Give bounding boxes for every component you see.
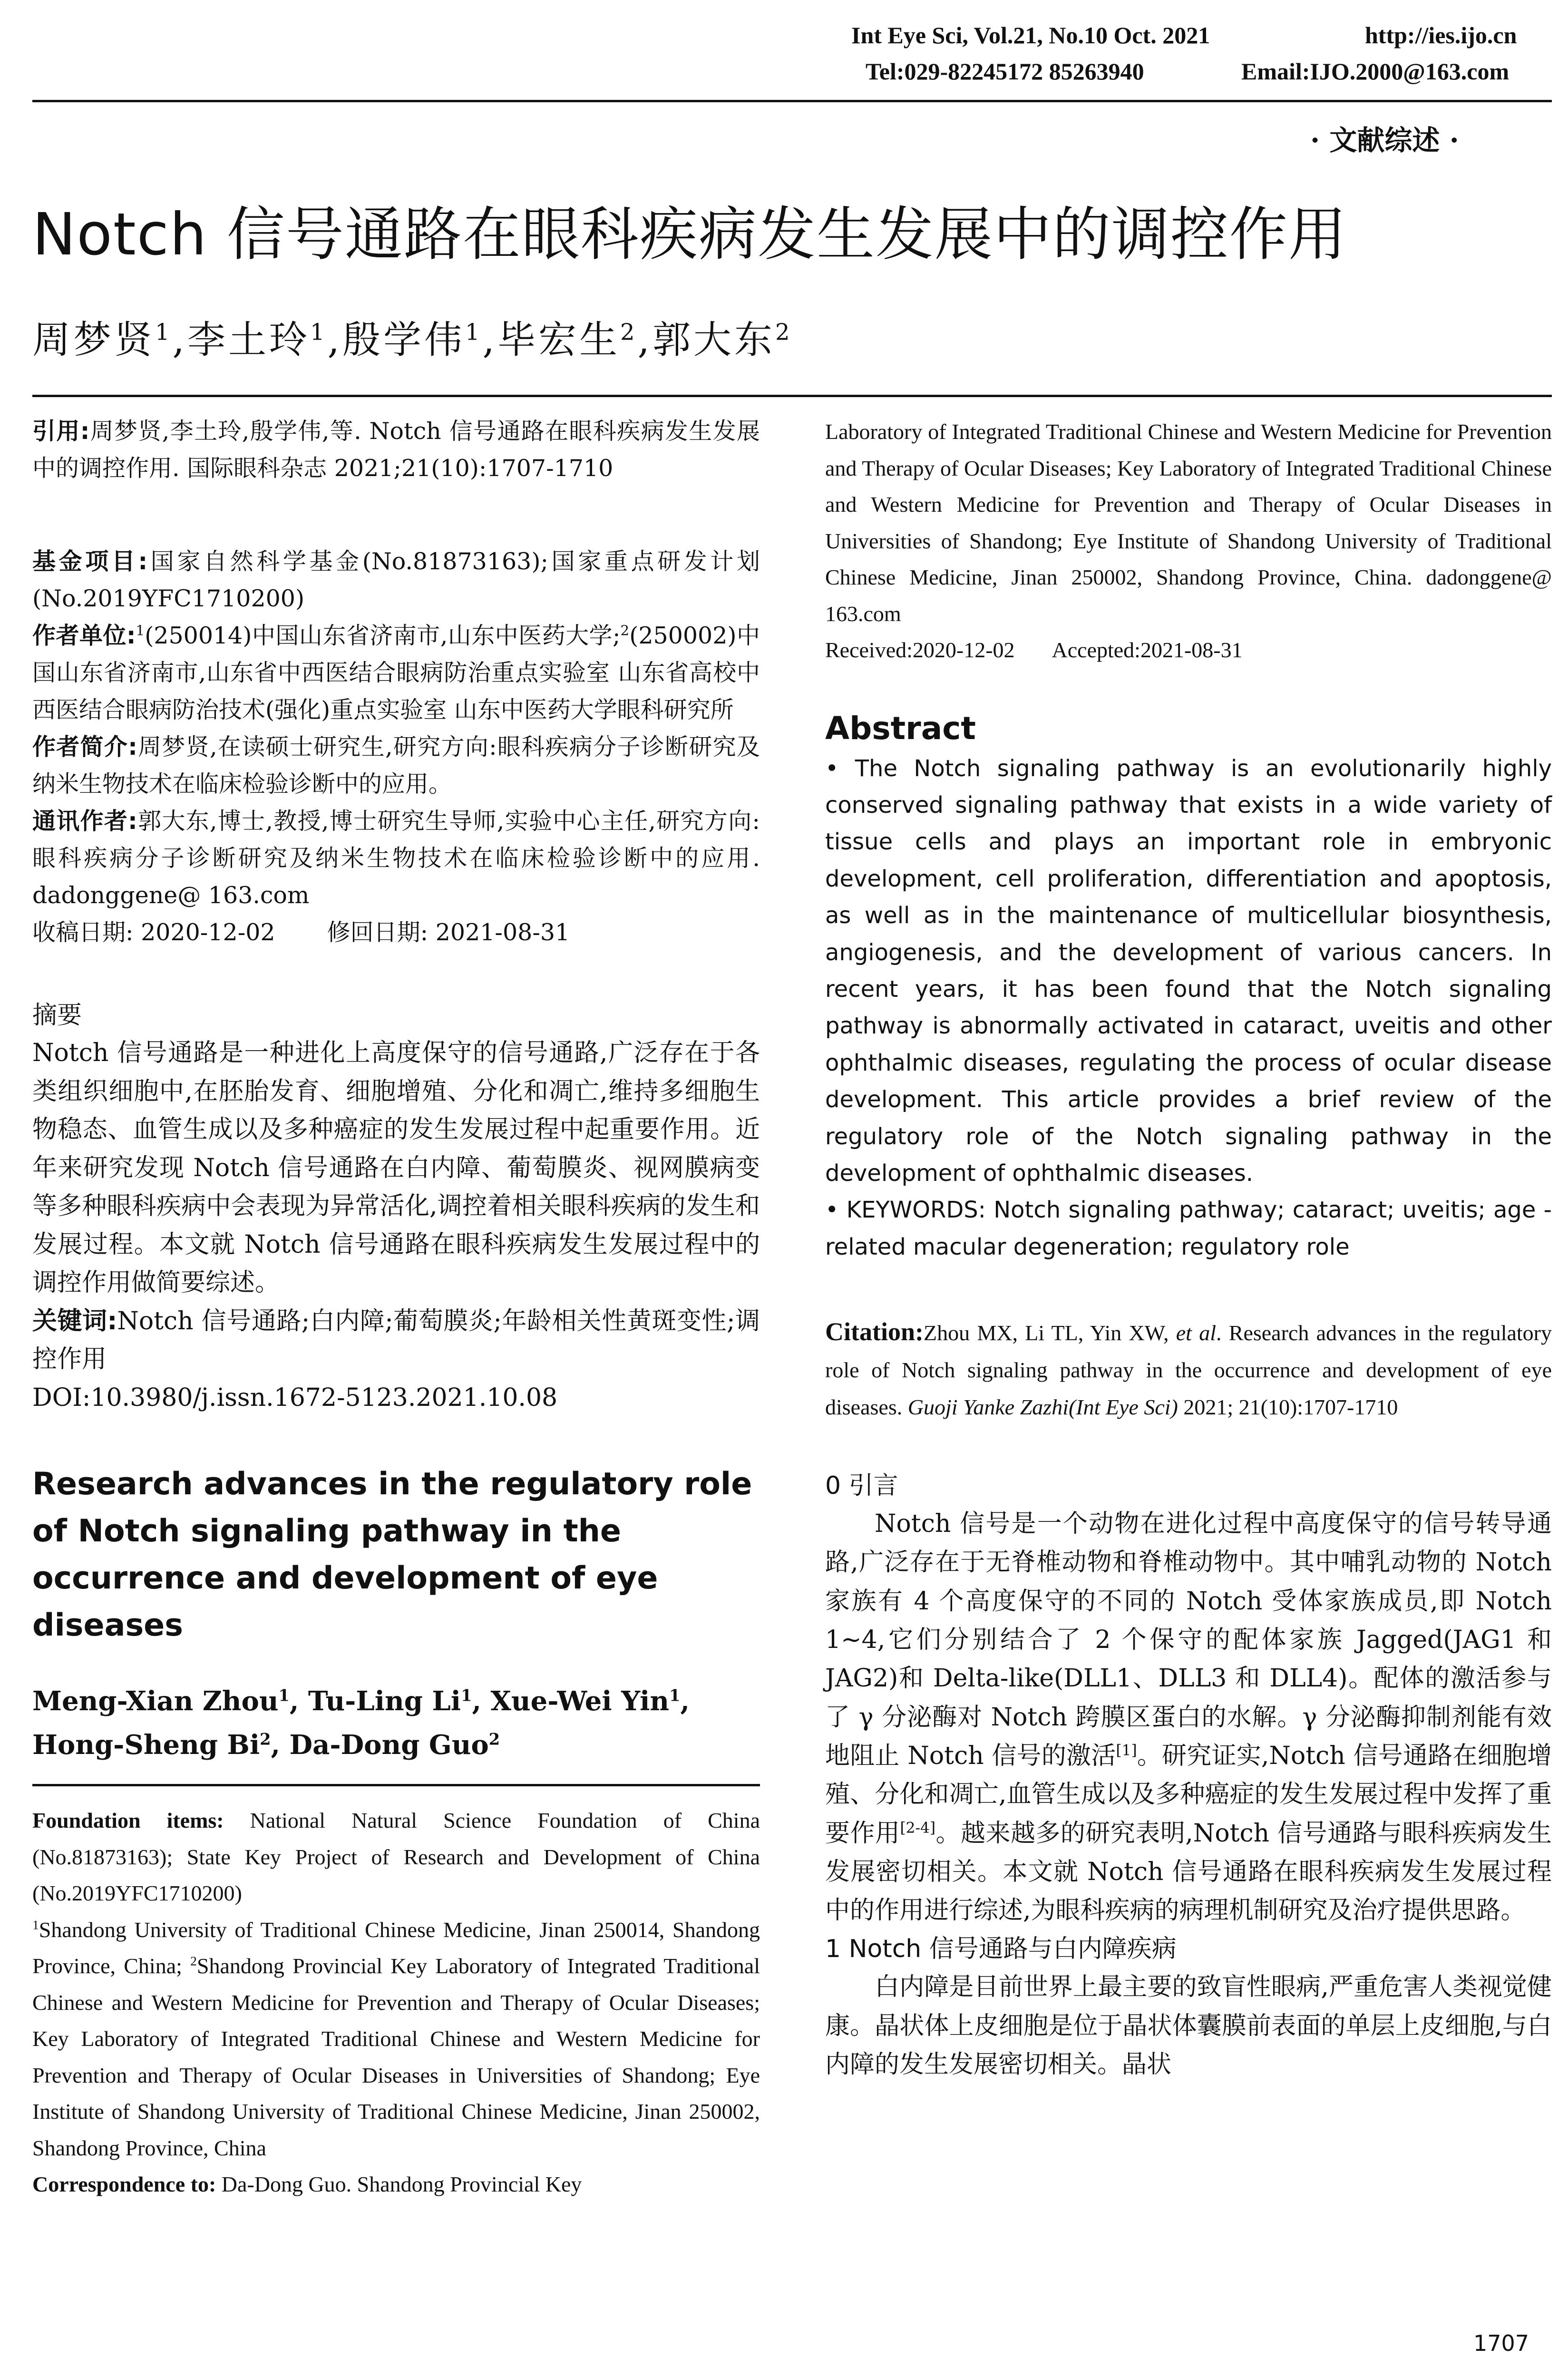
en-abstract-heading: Abstract (825, 710, 976, 747)
author-separator: , (637, 318, 653, 362)
intro-text-b: 。研究证实,Notch 信号通路在细胞增殖、分化和凋亡,血管生成以及多种癌症的发生发展过程中发挥了重要作用 (825, 1741, 1552, 1848)
unit-sup-1: 1 (136, 622, 145, 639)
en-citation-a: Zhou MX, Li TL, Yin XW, (923, 1321, 1176, 1345)
bio-text: 周梦贤,在读硕士研究生,研究方向:眼科疾病分子诊断研究及纳米生物技术在临床检验诊断中的应用。 (32, 733, 760, 798)
cn-keywords-text: Notch 信号通路;白内障;葡萄膜炎;年龄相关性黄斑变性;调控作用 (32, 1306, 760, 1374)
unit-text-2: (250002)中国山东省济南市,山东省中西医结合眼病防治重点实验室 山东省高校中西医结合眼病防治技术(强化)重点实验室 山东中医药大学眼科研究所 (32, 622, 760, 723)
cn-citation-label: 引用: (32, 418, 90, 445)
author-separator: , (271, 1729, 290, 1761)
fund-text: 国家自然科学基金(No.81873163);国家重点研发计划(No.2019YFC1710200) (32, 548, 760, 612)
cn-keywords (32, 1302, 760, 1379)
intro-heading: 0 引言 (825, 1471, 898, 1500)
en-citation-c: 2021; 21(10):1707-1710 (1178, 1395, 1398, 1420)
corr-label: 通讯作者: (32, 808, 137, 835)
correspondence-label: Correspondence to: (32, 2172, 216, 2196)
cn-keywords-label: 关键词: (32, 1306, 117, 1335)
en-citation-journal: Guoji Yanke Zazhi(Int Eye Sci) (907, 1395, 1178, 1420)
intro-paragraph (825, 1505, 1552, 1930)
intro-ref-2: [2-4] (900, 1819, 936, 1837)
corr-text: 郭大东,博士,教授,博士研究生导师,实验中心主任,研究方向:眼科疾病分子诊断研究及纳米生物技术在临床检验诊断中的应用. dadonggene@ 163.com (32, 808, 760, 909)
correspondence-continued: Laboratory of Integrated Traditional Chinese and Western Medicine for Prevention and Therapy of Ocular Diseases; Key Laboratory of Integrated Traditional Chinese and Western Medicine for Prevention and Therapy of Ocular Diseases in Universities of Shandong; Eye Institute of Shandong University of Traditional Chinese Medicine, Jinan 250002, Shandong Province, China. dadonggene@ 163.com (825, 419, 1552, 626)
en-citation-etal: et al (1176, 1321, 1216, 1345)
author-unit (32, 617, 760, 729)
corresponding-author (32, 803, 760, 914)
author-name: 殷学伟 (342, 318, 465, 362)
bio-label: 作者简介: (32, 733, 137, 760)
journal-citation-header: Int Eye Sci, Vol.21, No.10 Oct. 2021 (851, 22, 1210, 49)
author-separator: , (327, 318, 342, 362)
title-rule (32, 395, 1552, 397)
right-column (825, 414, 1552, 2084)
author-affiliation-mark: 2 (620, 319, 638, 346)
en-citation (825, 1313, 1552, 1426)
author-bio (32, 729, 760, 803)
aff-sup-1: 1 (32, 1917, 39, 1932)
author-name-en: Xue-Wei Yin (490, 1685, 670, 1717)
author-separator: , (680, 1685, 690, 1717)
aff-text-2: Shandong Provincial Key Laboratory of Integrated Traditional Chinese and Western Medicine for Prevention and Therapy of Ocular Diseases; Key Laboratory of Integrated Traditional Chinese and Western Medicine for Prevention and Therapy of Ocular Diseases in Universities of Shandong; Eye Institute of Shandong University of Traditional Chinese Medicine, Jinan 250002, Shandong Province, China (32, 1954, 760, 2160)
author-affiliation-mark: 1 (278, 1685, 290, 1705)
en-abstract-text: • The Notch signaling pathway is an evolutionarily highly conserved signaling pathway that exists in a wide variety of tissue cells and plays an important role in embryonic development, cell proliferation, differentiation and apoptosis, as well as in the maintenance of multicellular biosynthesis, angiogenesis, and the development of various cancers. In recent years, it has been found that the Notch signaling pathway is abnormally activated in cataract, uveitis and other ophthalmic diseases, regulating the process of ocular disease development. This article provides a brief review of the regulatory role of the Notch signaling pathway in the development of ophthalmic diseases. (825, 755, 1552, 1187)
author-affiliation-mark: 1 (669, 1685, 681, 1705)
doi: DOI:10.3980/j.issn.1672-5123.2021.10.08 (32, 1383, 558, 1412)
aff-text-1: Shandong University of Traditional Chinese Medicine, Jinan 250014, Shandong Province, China; (32, 1917, 760, 1978)
en-citation-label: Citation: (825, 1317, 924, 1346)
en-dates: Received:2020-12-02 Accepted:2021-08-31 (825, 638, 1243, 662)
author-name-en: Hong-Sheng Bi (32, 1729, 260, 1761)
author-separator: , (172, 318, 187, 362)
authors-cn (32, 314, 792, 366)
en-keywords: • KEYWORDS: Notch signaling pathway; cataract; uveitis; age - related macular degeneration; regulatory role (825, 1197, 1552, 1260)
fund-label: 基金项目: (32, 548, 148, 575)
author-affiliation-mark: 2 (775, 319, 793, 346)
author-name: 周梦贤 (32, 318, 155, 362)
intro-ref-1: [1] (1116, 1742, 1137, 1759)
section-1-paragraph: 白内障是目前世界上最主要的致盲性眼病,严重危害人类视觉健康。晶状体上皮细胞是位于晶状体囊膜前表面的单层上皮细胞,与白内障的发生发展密切相关。晶状 (825, 1973, 1552, 2079)
en-citation-b: . Research advances in the regulatory role of Notch signaling pathway in the occurrence and development of eye diseases. (825, 1321, 1552, 1420)
foundation-text: National Natural Science Foundation of China (No.81873163); State Key Project of Research and Development of China (No.2019YFC1710200) (32, 1808, 760, 1905)
page-title: Notch 信号通路在眼科疾病发生发展中的调控作用 (32, 201, 1347, 268)
section-tag: · 文献综述 · (1310, 124, 1459, 156)
foundation-label: Foundation items: (32, 1808, 224, 1832)
left-column (32, 413, 760, 2203)
author-affiliation-mark: 2 (260, 1729, 271, 1749)
author-separator: , (472, 1685, 491, 1717)
cn-citation-text: 周梦贤,李土玲,殷学伟,等. Notch 信号通路在眼科疾病发生发展中的调控作用. 国际眼科杂志 2021;21(10):1707-1710 (32, 418, 760, 482)
aff-sup-2: 2 (190, 1953, 197, 1968)
author-affiliation-mark: 1 (155, 319, 173, 346)
section-1-heading: 1 Notch 信号通路与白内障疾病 (825, 1935, 1177, 1964)
author-separator: , (289, 1685, 308, 1717)
correspondence (32, 2166, 760, 2203)
english-title: Research advances in the regulatory role of Notch signaling pathway in the occurrence and development of eye diseases (32, 1466, 752, 1643)
journal-tel: Tel:029-82245172 85263940 (866, 58, 1144, 85)
author-separator: , (482, 318, 497, 362)
page-number: 1707 (1473, 2330, 1529, 2356)
author-affiliation-mark: 1 (461, 1685, 472, 1705)
author-name-en: Meng-Xian Zhou (32, 1685, 279, 1717)
cn-dates: 收稿日期: 2020-12-02 修回日期: 2021-08-31 (32, 919, 570, 946)
author-name-en: Tu-Ling Li (308, 1685, 461, 1717)
author-affiliation-mark: 1 (310, 319, 328, 346)
journal-url: http://ies.ijo.cn (1365, 22, 1517, 49)
author-affiliation-mark: 1 (465, 319, 483, 346)
author-name: 李土玲 (187, 318, 310, 362)
cn-abstract-heading: 摘要 (32, 1001, 82, 1030)
cn-citation (32, 413, 760, 487)
header-rule (32, 100, 1552, 102)
intro-text-a: Notch 信号是一个动物在进化过程中高度保守的信号转导通路,广泛存在于无脊椎动物和脊椎动物中。其中哺乳动物的 Notch 家族有 4 个高度保守的不同的 Notch 受体家族成员,即 Notch 1~4,它们分别结合了 2 个保守的配体家族 Jagged(JAG1 和 JAG2)和 Delta-like(DLL1、DLL3 和 DLL4)。配体的激活参与了 γ 分泌酶对 Notch 跨膜区蛋白的水解。γ 分泌酶抑制剂能有效地阻止 Notch 信号的激活 (825, 1510, 1552, 1770)
author-affiliation-mark: 2 (488, 1729, 500, 1749)
correspondence-text: Da-Dong Guo. Shandong Provincial Key (221, 2172, 582, 2196)
journal-email: Email:IJO.2000@163.com (1241, 58, 1510, 85)
foundation-items (32, 1802, 760, 1912)
fund-item (32, 543, 760, 617)
author-name: 郭大东 (652, 318, 775, 362)
intro-text-c: 。越来越多的研究表明,Notch 信号通路与眼科疾病发生发展密切相关。本文就 Notch 信号通路在眼科疾病发生发展过程中的作用进行综述,为眼科疾病的病理机制研究及治疗提供思路。 (825, 1819, 1552, 1925)
cn-abstract-text: Notch 信号通路是一种进化上高度保守的信号通路,广泛存在于各类组织细胞中,在胚胎发育、细胞增殖、分化和凋亡,维持多细胞生物稳态、血管生成以及多种癌症的发生发展过程中起重要作用。近年来研究发现 Notch 信号通路在白内障、葡萄膜炎、视网膜病变等多种眼科疾病中会表现为异常活化,调控着相关眼科疾病的发生和发展过程。本文就 Notch 信号通路在眼科疾病发生发展过程中的调控作用做简要综述。 (32, 1039, 760, 1297)
authors-en (32, 1679, 760, 1767)
unit-label: 作者单位: (32, 622, 136, 649)
unit-text-1: (250014)中国山东省济南市,山东中医药大学; (145, 622, 621, 649)
author-name-en: Da-Dong Guo (289, 1729, 489, 1761)
en-affiliations (32, 1912, 760, 2167)
unit-sup-2: 2 (620, 622, 630, 639)
author-name: 毕宏生 (497, 318, 620, 362)
